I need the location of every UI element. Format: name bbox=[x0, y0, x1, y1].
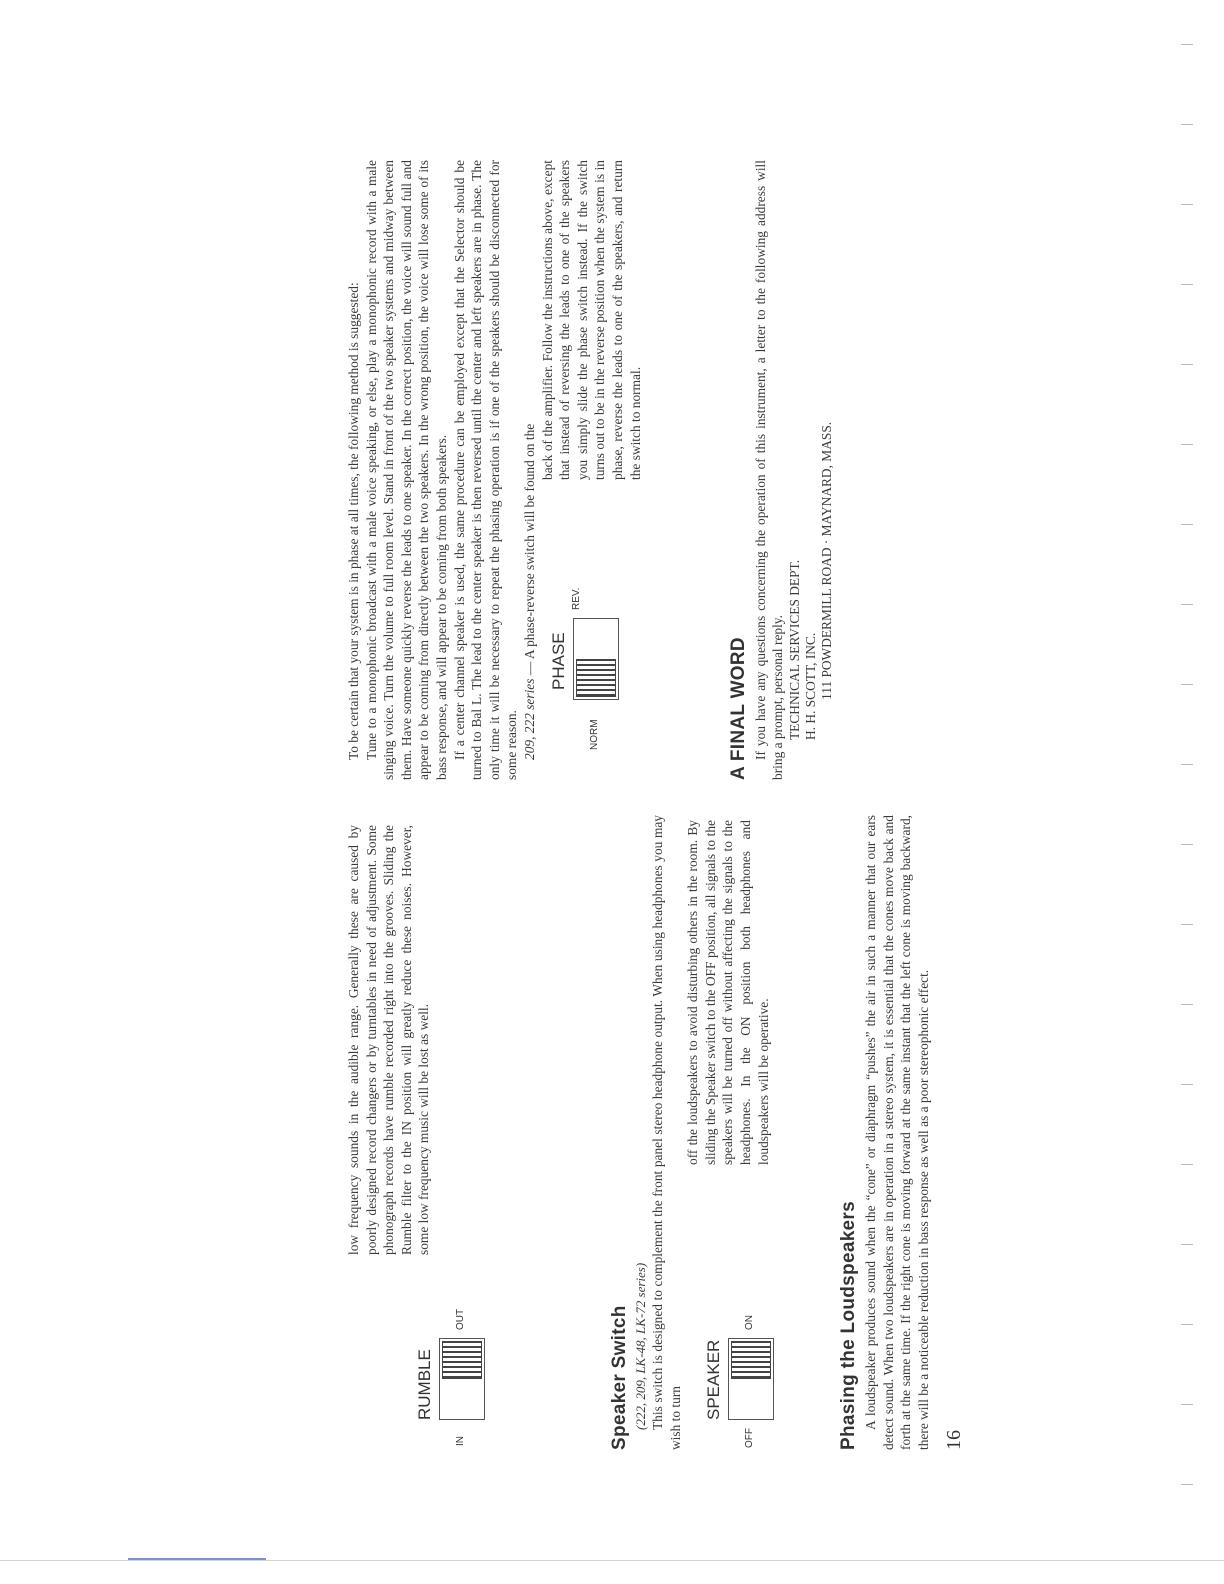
rumble-out-label: OUT bbox=[455, 1308, 466, 1330]
rotated-content bbox=[345, 130, 965, 1450]
phase-switch[interactable] bbox=[549, 550, 669, 770]
phase-slider bbox=[576, 659, 616, 697]
phase-rev-label: REV. bbox=[570, 587, 582, 610]
speaker-paragraph-2: off the loudspeakers to avoid disturbing others in the room. By sliding the Speaker switch to the OFF position, all signals to the speakers will be turned off without affecting the signals to the headphones. In the ON position both headphones and loudspeakers will be operative. bbox=[685, 820, 771, 1165]
column-left bbox=[345, 815, 933, 1450]
bottom-rule bbox=[0, 1560, 1224, 1561]
rumble-slider bbox=[442, 1341, 482, 1379]
phase-intro: To be certain that your system is in phase at all times, the following method is suggested: bbox=[346, 282, 361, 760]
center-channel-paragraph: If a center channel speaker is used, the same procedure can be employed except that the Selector should be turned to Bal L. The lead to the center speaker is then reversed until the center and left speakers are in phase. The only time it will be necessary to repeat the phasing operation is if one of the speakers should be disconnected for some reason. bbox=[451, 160, 520, 780]
speaker-models: (222, 209, LK-48, LK-72 series) bbox=[633, 1262, 648, 1430]
bottom-blue-mark bbox=[128, 1558, 266, 1560]
phase-reverse-lead-text: — A phase-reverse switch will be found on the bbox=[521, 423, 537, 679]
speaker-switch-body bbox=[728, 1338, 774, 1420]
final-word-paragraph: If you have any questions concerning the operation of this instrument, a letter to the following address will bring a prompt, personal reply. bbox=[752, 160, 786, 780]
rumble-block bbox=[345, 815, 605, 1450]
phase-switch-body bbox=[573, 618, 619, 700]
phase-method: Tune to a monophonic broadcast with a male voice speaking, or else, play a monophonic record with a male singing voice. Turn the volume to full room level. Stand in front of the two speaker systems and midway between them. Have someone quickly reverse the leads to one speaker. In the correct position, the voice will sound full and appear to be coming from directly between the two speakers. In the wrong position, the voice will lose some of its bass response, and will appear to be coming from both speakers. bbox=[363, 160, 449, 780]
speaker-off-label: OFF bbox=[744, 1428, 756, 1448]
speaker-slider bbox=[731, 1341, 771, 1379]
rumble-in-label: IN bbox=[455, 1436, 466, 1446]
page-number: 16 bbox=[943, 1430, 965, 1450]
address-line-3: 111 POWDERMILL ROAD · MAYNARD, MASS. bbox=[818, 421, 834, 700]
speaker-switch-heading: Speaker Switch bbox=[609, 1305, 630, 1450]
phase-norm-label: NORM bbox=[588, 719, 600, 750]
speaker-paragraph-1: This switch is designed to complement the front panel stereo headphone output. When using headphones you may wish to turn bbox=[650, 815, 683, 1450]
phasing-heading: Phasing the Loudspeakers bbox=[838, 1201, 860, 1450]
phase-reverse-models: 209, 222 series bbox=[521, 678, 537, 760]
phase-block bbox=[539, 160, 724, 780]
speaker-switch[interactable] bbox=[704, 1250, 804, 1450]
phase-reverse-lead bbox=[521, 160, 539, 780]
speaker-block bbox=[684, 815, 834, 1450]
rumble-switch-body bbox=[439, 1338, 485, 1420]
phase-reverse-paragraph: back of the amplifier. Follow the instructions above, except that instead of reversing the leads to one of the speakers you simply slide the phase switch instead. If the switch turns out to be in the reverse position when the system is in phase, reverse the leads to one of the speakers, and return the switch to normal. bbox=[539, 160, 643, 480]
phasing-paragraph: A loudspeaker produces sound when the “cone” or diaphragm “pushes” the air in such a manner that our ears detect sound. When two loudspeakers are in operation in a stereo system, it is essential that the cones move back and forth at the same time. If the right cone is moving forward at the same instant that the left cone is moving backward, there will be a noticeable reduction in bass response as well as a poor stereophonic effect. bbox=[863, 815, 931, 1450]
column-right bbox=[345, 160, 835, 780]
speaker-switch-title: SPEAKER bbox=[704, 1339, 724, 1420]
rumble-switch-title: RUMBLE bbox=[415, 1349, 434, 1420]
rumble-text: low frequency sounds in the audible range. Generally these are caused by poorly designed record changers or by turntables in need of adjustment. Some phonograph records have rumble recorded right into the grooves. Sliding the Rumble filter to the IN position will greatly reduce these noises. However, some low frequency music will be lost as well. bbox=[346, 825, 432, 1255]
address-line-1: TECHNICAL SERVICES DEPT. bbox=[786, 559, 802, 740]
speaker-on-label: ON bbox=[744, 1315, 756, 1330]
phase-switch-title: PHASE bbox=[548, 632, 568, 690]
rumble-switch[interactable] bbox=[415, 1250, 535, 1450]
final-word-heading: A FINAL WORD bbox=[727, 637, 749, 780]
address-line-2: H. H. SCOTT, INC. bbox=[802, 632, 818, 740]
